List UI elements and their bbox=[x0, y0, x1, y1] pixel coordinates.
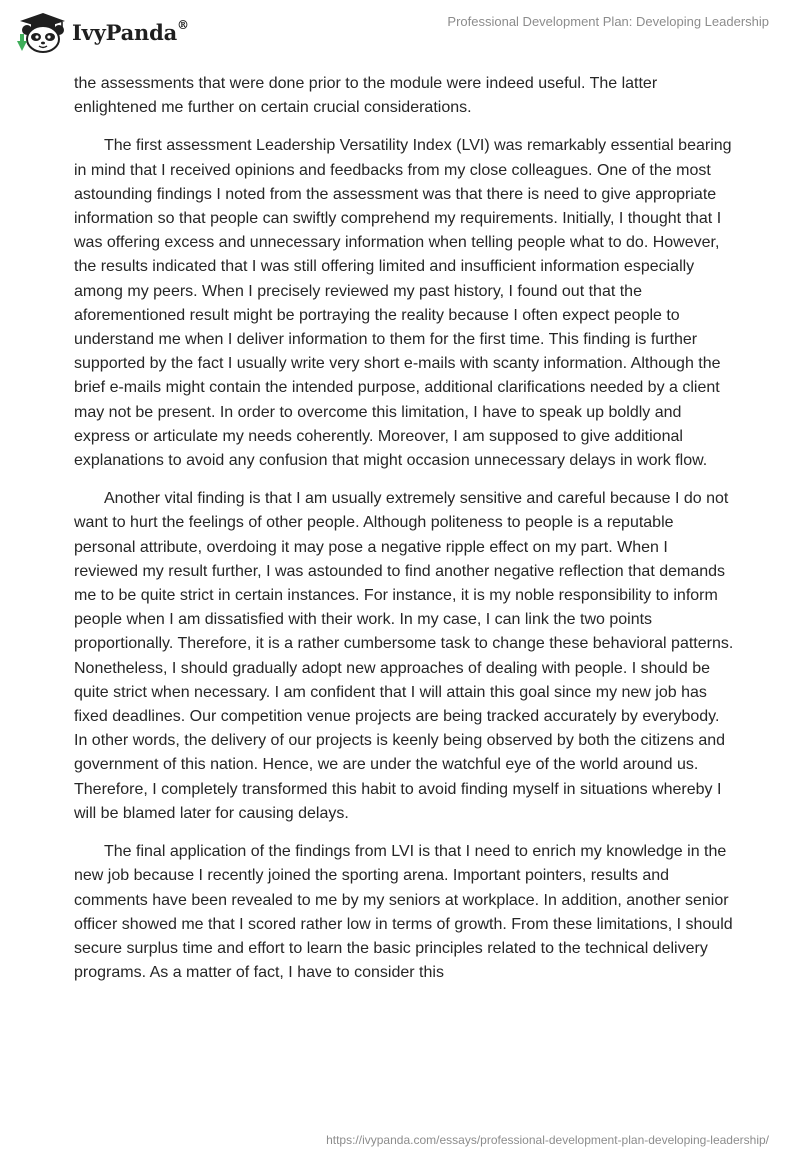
ivypanda-logo[interactable] bbox=[14, 10, 189, 54]
registered-mark: ® bbox=[177, 17, 189, 32]
paragraph: Another vital finding is that I am usually extremely sensitive and careful because I do not want to hurt the feelings of other people. Although politeness to people is a reputable personal attribute, overdoing it may pose a negative ripple effect on my part. When I reviewed my result further, I was astounded to find another negative reflection that demands me to be quite strict in certain instances. For instance, it is my noble responsibility to inform people when I am dissatisfied with their work. In my case, I can link the two points proportionally. Therefore, it is a rather cumbersome task to change these behavioral patterns. Nonetheless, I should gradually adopt new approaches of dealing with people. I should be quite strict when necessary. I am confident that I will attain this goal since my new job has fixed deadlines. Our competition venue projects are being tracked accurately by everybody. In other words, the delivery of our projects is keenly being observed by both the citizens and government of this nation. Hence, we are under the watchful eye of the world around us. Therefore, I completely transformed this habit to avoid finding myself in situations whereby I will be blamed later for causing delays. bbox=[74, 490, 734, 822]
paragraph: The final application of the findings from LVI is that I need to enrich my knowledge in the new job because I recently joined the sporting arena. Important pointers, results and comments have been revealed to me by my seniors at workplace. In addition, another senior officer showed me that I scored rather low in terms of growth. From these limitations, I should secure surplus time and effort to learn the basic principles related to the technical delivery programs. As a matter of fact, I have to consider this bbox=[74, 843, 733, 982]
paragraph: The first assessment Leadership Versatility Index (LVI) was remarkably essential bearing in mind that I received opinions and feedbacks from my close colleagues. One of the most astounding findings I noted from the assessment was that there is need to give appropriate information so that people can swiftly comprehend my requirements. Initially, I thought that I was offering excess and unnecessary information when telling people what to do. However, the results indicated that I was still offering limited and insufficient information especially among my peers. When I precisely reviewed my past history, I found out that the aforementioned result might be portraying the reality because I often expect people to understand me when I deliver information to them for the first time. This finding is further supported by the fact I usually write very short e-mails with scanty information. Although the brief e-mails might contain the intended purpose, additional clarifications needed by a client may not be present. In order to overcome this limitation, I have to speak up boldly and express or articulate my needs coherently. Moreover, I am supposed to give additional explanations to avoid any confusion that might occasion unnecessary delays in work flow. bbox=[74, 137, 732, 470]
paragraph: the assessments that were done prior to the module were indeed useful. The latter enlightened me further on certain crucial considerations. bbox=[74, 75, 658, 117]
page-header bbox=[0, 0, 800, 70]
panda-graduate-icon bbox=[14, 10, 66, 54]
source-url[interactable]: https://ivypanda.com/essays/professional-development-plan-developing-leadership/ bbox=[326, 1133, 769, 1147]
essay-body bbox=[74, 72, 734, 999]
brand-name: IvyPanda® bbox=[72, 17, 189, 45]
document-title: Professional Development Plan: Developing Leadership bbox=[447, 14, 769, 29]
